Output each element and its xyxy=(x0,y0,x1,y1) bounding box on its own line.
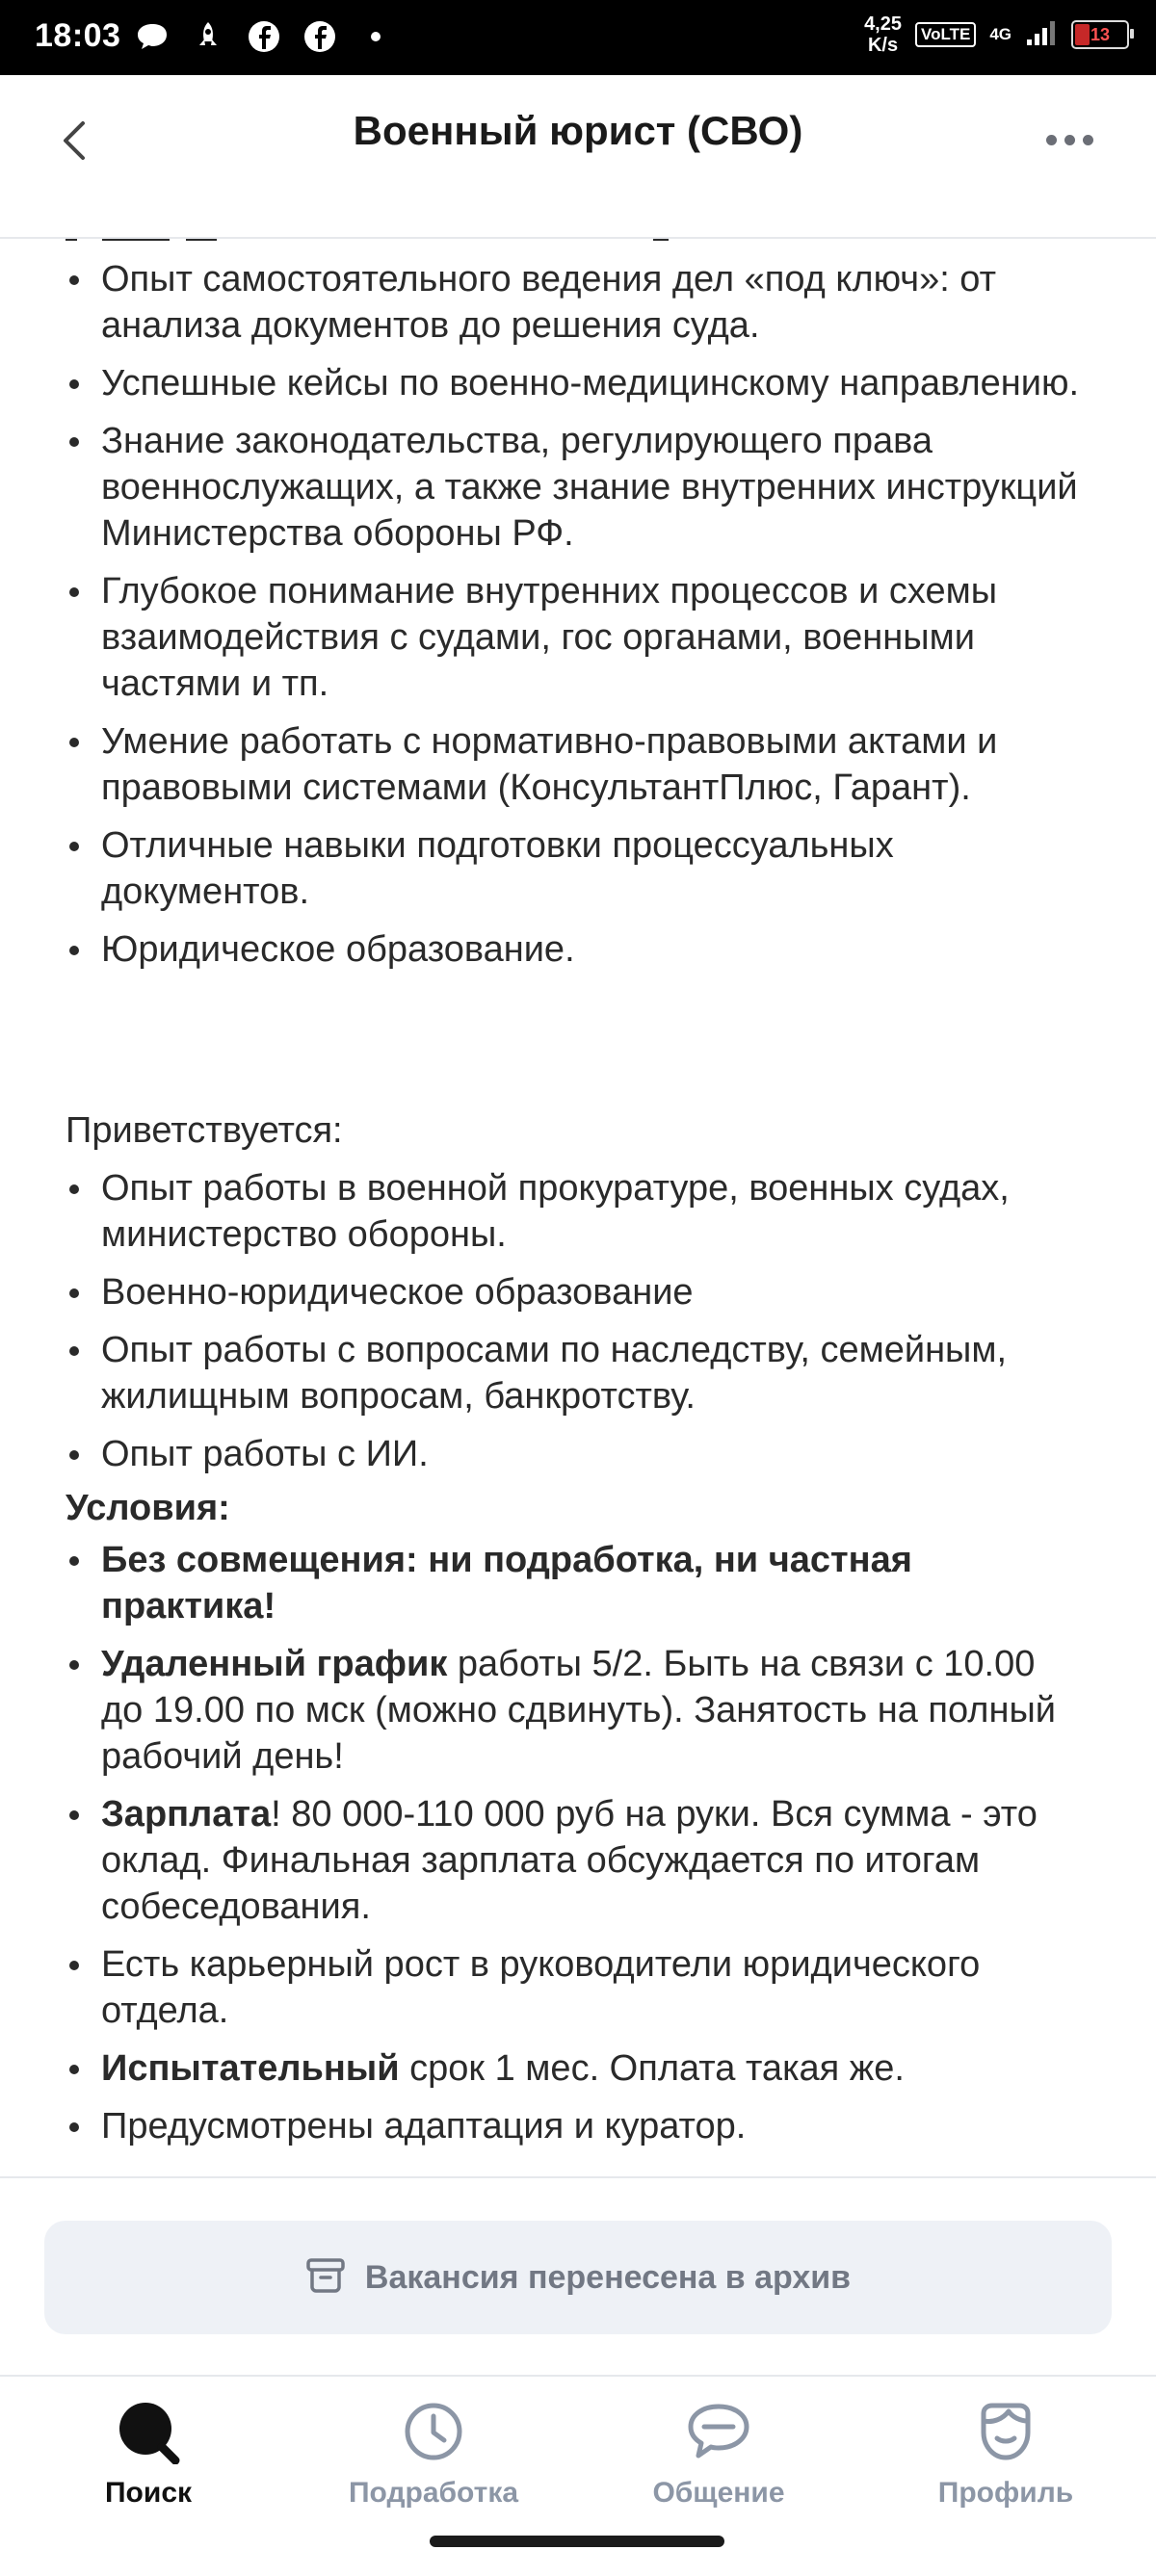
profile-face-icon xyxy=(972,2398,1039,2465)
chat-bubble-icon xyxy=(685,2398,752,2465)
list-item: Успешные кейсы по военно-медицинскому направлению. xyxy=(66,360,1087,406)
rocket-notification-icon xyxy=(191,19,225,54)
list-item: Знание законодательства, регулирующего права военнослужащих, а также знание внутренних инструкций Министерства обороны РФ. xyxy=(66,418,1087,557)
home-indicator[interactable] xyxy=(430,2536,724,2547)
search-icon xyxy=(115,2398,182,2465)
archive-box-icon xyxy=(305,2256,346,2300)
list-item: Опыт работы в военной прокуратуре, военных судах, министерство обороны. xyxy=(66,1165,1087,1258)
nav-label: Общение xyxy=(652,2477,785,2509)
requirements-section xyxy=(66,256,1087,984)
bottom-nav-divider xyxy=(0,2375,1156,2377)
facebook-icon xyxy=(247,19,281,54)
network-type: 4G xyxy=(989,25,1012,43)
facebook-icon xyxy=(302,19,337,54)
nav-label: Поиск xyxy=(104,2477,193,2509)
nav-label: Профиль xyxy=(937,2477,1074,2509)
archive-label: Вакансия перенесена в архив xyxy=(364,2258,852,2296)
bold-text: Зарплата xyxy=(101,1794,272,1834)
nav-side-jobs[interactable] xyxy=(328,2398,539,2510)
content-divider xyxy=(0,2176,1156,2178)
vacancy-description xyxy=(0,239,1156,2174)
list-item xyxy=(66,2045,1087,2092)
speed-unit: K/s xyxy=(867,35,899,56)
list-item: Опыт работы с ИИ. xyxy=(66,1431,1087,1477)
list-item: Глубокое понимание внутренних процессов и схемы взаимодействия с судами, гос органами, военными частями и тп. xyxy=(66,568,1087,707)
network-speed xyxy=(864,13,902,56)
list-item: Опыт работы с вопросами по наследству, семейным, жилищным вопросам, банкротству. xyxy=(66,1327,1087,1419)
status-bar xyxy=(0,0,1156,75)
list-item xyxy=(66,1537,1087,1629)
battery-level: 13 xyxy=(1090,24,1111,44)
list-item: Опыт самостоятельного ведения дел «под ключ»: от анализа документов до решения суда. xyxy=(66,256,1087,349)
page-title: Военный юрист (СВО) xyxy=(353,108,803,153)
text: Предусмотрены адаптация и куратор. xyxy=(101,2106,747,2147)
nav-search[interactable] xyxy=(42,2398,254,2510)
section-heading: Приветствуется: xyxy=(66,1110,343,1151)
text: Есть карьерный рост в руководители юридического отдела. xyxy=(101,1944,981,2031)
signal-icon xyxy=(1025,18,1058,52)
list-item: Отличные навыки подготовки процессуальных документов. xyxy=(66,822,1087,915)
list-item xyxy=(66,1641,1087,1780)
bold-text: Удаленный график xyxy=(101,1644,448,1684)
battery-icon xyxy=(1071,20,1129,49)
bold-text: Испытательный xyxy=(101,2048,400,2089)
list-item: Умение работать с нормативно-правовыми актами и правовыми системами (КонсультантПлюс, Гарант). xyxy=(66,718,1087,811)
list-item: Юридическое образование. xyxy=(66,926,1087,973)
speed-value: 4,25 xyxy=(864,13,902,35)
text: срок 1 мес. Оплата такая же. xyxy=(399,2048,905,2089)
list-item xyxy=(66,2103,1087,2149)
list-item xyxy=(66,1941,1087,2034)
welcome-section xyxy=(66,1107,1087,1489)
text: работы 5/2. Быть на связи с 10.00 до 19.00 по мск (можно сдвинуть). Занятость на полный рабочий день! xyxy=(101,1644,1056,1777)
bottom-navigation xyxy=(0,2379,1156,2537)
list-item: Военно-юридическое образование xyxy=(66,1269,1087,1315)
conditions-section xyxy=(66,1485,1087,2161)
volte-badge: VoLTE xyxy=(915,22,976,47)
app-header xyxy=(0,75,1156,237)
dot-icon xyxy=(358,19,393,54)
section-heading: Условия: xyxy=(66,1488,230,1528)
notification-icons xyxy=(135,19,393,54)
archived-notice[interactable] xyxy=(44,2221,1112,2334)
clipped-text-line xyxy=(66,239,1029,252)
bold-text: Без совмещения: ни подработка, ни частная практика! xyxy=(101,1540,912,1626)
more-dots-icon[interactable] xyxy=(1046,125,1104,154)
nav-messages[interactable] xyxy=(613,2398,825,2510)
nav-profile[interactable] xyxy=(900,2398,1112,2510)
text: ! 80 000-110 000 руб на руки. Вся сумма - это оклад. Финальная зарплата обсуждается по итогам собеседования. xyxy=(101,1794,1038,1927)
list-item xyxy=(66,1791,1087,1930)
clock-icon xyxy=(400,2398,467,2465)
status-time: 18:03 xyxy=(35,17,121,54)
nav-label: Подработка xyxy=(348,2477,519,2509)
status-right xyxy=(864,13,1129,56)
chat-notification-icon xyxy=(135,19,170,54)
